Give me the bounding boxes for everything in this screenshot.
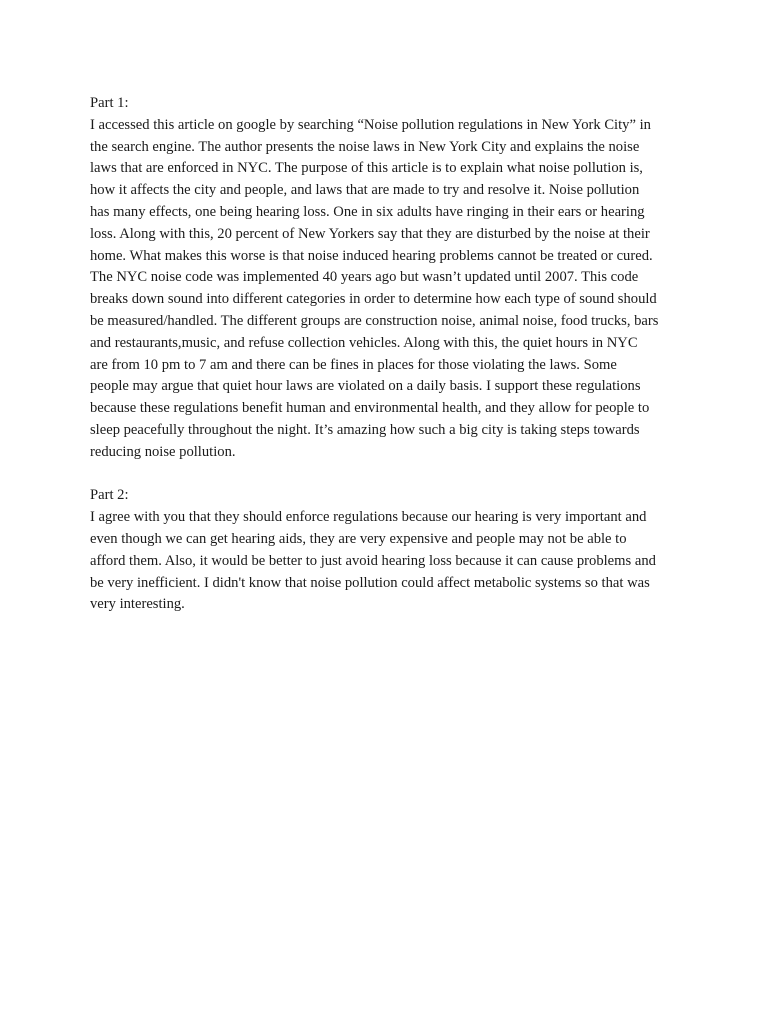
document-body [90,93,682,616]
part1-line: be measured/handled. The different groups are construction noise, animal noise, food trucks, bars [90,312,659,329]
part1-line: sleep peacefully throughout the night. It’s amazing how such a big city is taking steps towards [90,421,640,438]
part2-line: I agree with you that they should enforce regulations because our hearing is very important and [90,509,647,526]
part1-paragraph [90,115,682,464]
part1-line: and restaurants,music, and refuse collection vehicles. Along with this, the quiet hours in NYC [90,334,638,351]
part1-line: breaks down sound into different categories in order to determine how each type of sound should [90,291,657,308]
part1-line: loss. Along with this, 20 percent of New Yorkers say that they are disturbed by the noise at their [90,225,650,242]
part1-line: are from 10 pm to 7 am and there can be fines in places for those violating the laws. Some [90,356,617,373]
part1-line: how it affects the city and people, and laws that are made to try and resolve it. Noise pollution [90,182,640,199]
part1-line: home. What makes this worse is that noise induced hearing problems cannot be treated or cured. [90,247,653,264]
part1-heading: Part 1: [90,95,129,111]
part1-line: the search engine. The author presents the noise laws in New York City and explains the noise [90,138,640,155]
part2-line: be very inefficient. I didn't know that noise pollution could affect metabolic systems so that was [90,574,650,591]
part2-heading: Part 2: [90,487,129,504]
part2-paragraph [90,507,682,616]
part1-line: laws that are enforced in NYC. The purpose of this article is to explain what noise pollution is, [90,160,643,177]
part2-line: very interesting. [90,596,185,613]
part2-line: even though we can get hearing aids, they are very expensive and people may not be able to [90,530,627,547]
part1-line: people may argue that quiet hour laws are violated on a daily basis. I support these regulations [90,378,641,395]
part1-line: has many effects, one being hearing loss. One in six adults have ringing in their ears or hearing [90,203,645,220]
part1-line: The NYC noise code was implemented 40 years ago but wasn’t updated until 2007. This code [90,269,639,286]
part1-line: because these regulations benefit human and environmental health, and they allow for people to [90,400,650,417]
part1-line: I accessed this article on google by searching “Noise pollution regulations in New York City” in [90,116,651,133]
part1-line: reducing noise pollution. [90,443,236,460]
section-spacer [90,464,682,486]
part2-line: afford them. Also, it would be better to just avoid hearing loss because it can cause problems and [90,552,656,569]
